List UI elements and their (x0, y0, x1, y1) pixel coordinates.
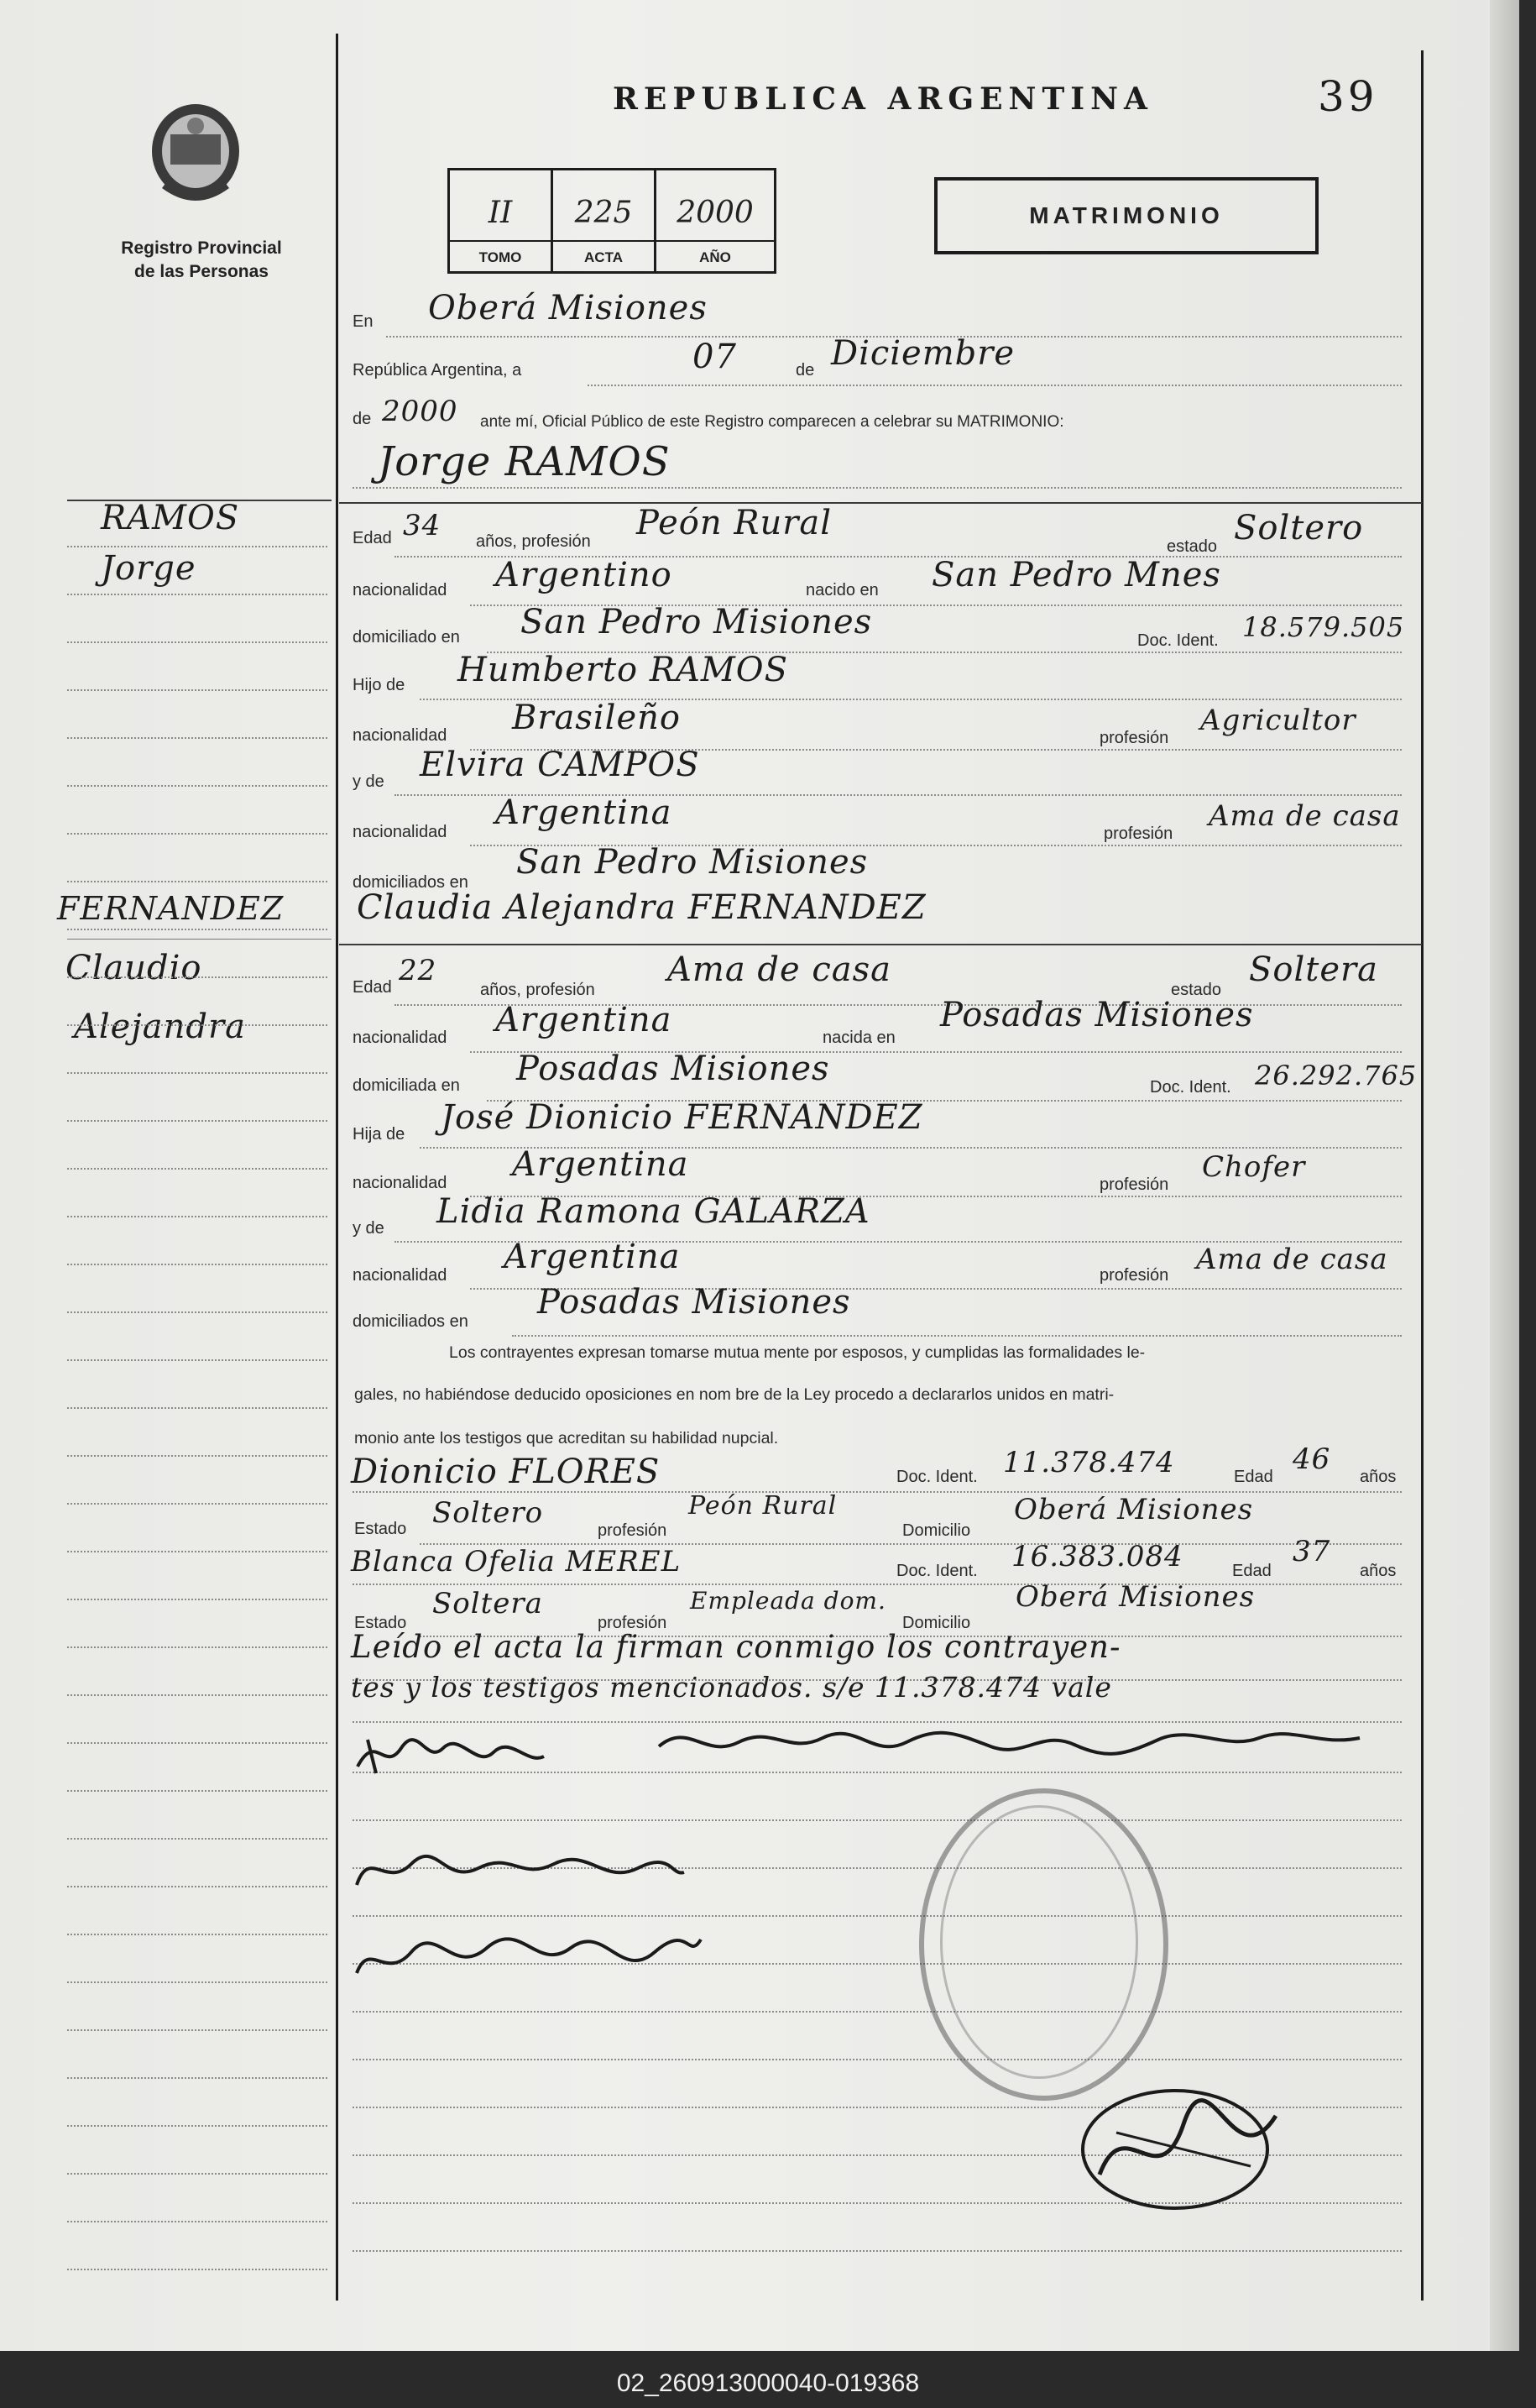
witness1-dom-label: Domicilio (902, 1521, 971, 1540)
groom-estado: Soltero (1234, 509, 1364, 547)
groom-madre-prof-label: profesión (1104, 824, 1173, 843)
official-stamp-inner (940, 1805, 1138, 2079)
bride-madre: Lidia Ramona GALARZA (436, 1192, 870, 1231)
document-title: MATRIMONIO (934, 177, 1319, 254)
bride-doc-label: Doc. Ident. (1150, 1078, 1231, 1097)
groom-padres-domicilio: San Pedro Misiones (516, 843, 869, 882)
groom-padre-nac-label: nacionalidad (353, 726, 447, 745)
margin-ruled-line (67, 689, 327, 691)
margin-groom-surname: RAMOS (101, 499, 240, 537)
groom-padre: Humberto RAMOS (457, 651, 788, 689)
margin-bride-given-1: Claudio (65, 949, 202, 987)
margin-ruled-line (67, 1886, 327, 1887)
groom-anos-profesion-label: años, profesión (476, 532, 591, 551)
groom-nac-label: nacionalidad (353, 581, 447, 599)
groom-edad: 34 (403, 509, 441, 542)
margin-bride-surname: FERNANDEZ (57, 890, 285, 927)
margin-ruled-line (67, 1311, 327, 1313)
year-value: 2000 (382, 395, 458, 428)
groom-doc-label: Doc. Ident. (1137, 631, 1219, 650)
month-value: Diciembre (831, 334, 1016, 373)
margin-ruled-line (67, 1646, 327, 1648)
margin-ruled-line (67, 737, 327, 739)
closing-line-1: Leído el acta la firman conmigo los contrayen- (351, 1629, 1121, 1665)
bride-madre-nac: Argentina (504, 1238, 681, 1276)
margin-ruled-line (67, 976, 327, 978)
signature-witness1 (353, 1839, 688, 1902)
groom-madre-nac: Argentina (495, 793, 672, 832)
bride-full-name: Claudia Alejandra FERNANDEZ (357, 888, 927, 927)
paragraph-line-3: monio ante los testigos que acreditan su habilidad nupcial. (354, 1429, 779, 1447)
bride-padres-domicilio: Posadas Misiones (537, 1283, 851, 1322)
witness1-domicilio: Oberá Misiones (1014, 1493, 1254, 1526)
groom-padres-dom-label: domiciliados en (353, 873, 468, 892)
margin-ruled-line (67, 1934, 327, 1935)
bride-dom-label: domiciliada en (353, 1076, 460, 1095)
signature-witness2 (353, 1923, 705, 1994)
tomo-label: TOMO (478, 249, 522, 265)
closing-line-2: tes y los testigos mencionados. s/e 11.378.474 vale (351, 1671, 1112, 1704)
witness2-name: Blanca Ofelia MEREL (351, 1545, 682, 1578)
registry-line-2: de las Personas (134, 262, 269, 281)
margin-ruled-line (67, 1168, 327, 1170)
bride-nacionalidad: Argentina (495, 1001, 672, 1039)
witness1-doc-label: Doc. Ident. (896, 1468, 978, 1486)
margin-ruled-line (67, 1790, 327, 1792)
groom-nacionalidad: Argentino (495, 556, 672, 594)
body-ruled-line (353, 2011, 1402, 2013)
margin-ruled-line (67, 1742, 327, 1744)
margin-ruled-line (67, 1503, 327, 1505)
witness2-dom-label: Domicilio (902, 1614, 971, 1632)
witness1-estado-label: Estado (354, 1520, 407, 1538)
bride-estado-label: estado (1171, 981, 1222, 999)
margin-ruled-line (67, 1359, 327, 1361)
province-seal-icon (147, 101, 244, 217)
bride-anos-profesion-label: años, profesión (480, 981, 595, 999)
bride-doc: 26.292.765 (1255, 1060, 1418, 1091)
margin-bride-given-2: Alejandra (74, 1008, 246, 1046)
margin-ruled-line (67, 641, 327, 643)
groom-nacido-en: San Pedro Mnes (932, 556, 1221, 594)
witness2-anos-label: años (1360, 1562, 1397, 1580)
witness2-edad: 37 (1293, 1535, 1331, 1568)
year-prefix: de (353, 410, 372, 428)
file-identifier: 02_260913000040-019368 (616, 2369, 920, 2397)
margin-ruled-line (67, 1455, 327, 1457)
bride-nac-label: nacionalidad (353, 1029, 447, 1047)
groom-madre-prof: Ama de casa (1209, 799, 1401, 833)
witness1-doc: 11.378.474 (1003, 1446, 1175, 1479)
margin-ruled-line (67, 594, 327, 595)
acta-label: ACTA (584, 249, 623, 265)
body-ruled-line (353, 1915, 1402, 1917)
groom-madre-nac-label: nacionalidad (353, 823, 447, 841)
intro-text: ante mí, Oficial Público de este Registro comparecen a celebrar su MATRIMONIO: (480, 413, 1064, 431)
margin-ruled-line (67, 2173, 327, 2175)
registry-name (76, 237, 327, 284)
groom-yde-label: y de (353, 772, 384, 791)
bride-edad: 22 (399, 954, 437, 987)
margin-ruled-line (67, 833, 327, 835)
right-margin-rule (1421, 50, 1424, 2301)
left-margin-rule (336, 34, 338, 2301)
margin-ruled-line (67, 2125, 327, 2127)
witness2-doc: 16.383.084 (1011, 1540, 1183, 1573)
margin-ruled-line (67, 2221, 327, 2222)
margin-ruled-line (67, 1551, 327, 1552)
groom-dom-label: domiciliado en (353, 628, 460, 646)
groom-padre-nac: Brasileño (512, 699, 681, 737)
en-label: En (353, 312, 374, 331)
bride-nacida-en: Posadas Misiones (940, 996, 1254, 1034)
witness1-prof-label: profesión (598, 1521, 667, 1540)
witness1-estado: Soltero (432, 1496, 544, 1530)
margin-ruled-line (67, 1120, 327, 1122)
witness2-domicilio: Oberá Misiones (1016, 1580, 1256, 1614)
bride-padres-dom-label: domiciliados en (353, 1312, 468, 1331)
margin-ruled-line (67, 929, 327, 930)
official-signature (1066, 2074, 1318, 2221)
groom-nacido-label: nacido en (806, 581, 879, 599)
margin-ruled-line (67, 881, 327, 882)
bride-padre-nac: Argentina (512, 1145, 689, 1184)
place-value: Oberá Misiones (428, 289, 708, 327)
body-ruled-line (353, 2059, 1402, 2060)
witness2-profesion: Empleada dom. (690, 1587, 886, 1615)
margin-ruled-line (67, 785, 327, 787)
paragraph-line-1: Los contrayentes expresan tomarse mutua mente por esposos, y cumplidas las formalidades le- (449, 1343, 1146, 1362)
body-ruled-line (353, 1819, 1402, 1821)
margin-ruled-line (67, 1072, 327, 1074)
groom-edad-label: Edad (353, 529, 392, 547)
witness2-doc-label: Doc. Ident. (896, 1562, 978, 1580)
margin-ruled-line (67, 1024, 327, 1026)
margin-groom-given: Jorge (101, 549, 196, 588)
witness2-edad-label: Edad (1232, 1562, 1272, 1580)
paragraph-line-2: gales, no habiéndose deducido oposiciones en nom bre de la Ley procedo a declararlos unidos en matri- (354, 1385, 1115, 1404)
bride-padre-prof: Chofer (1202, 1150, 1306, 1184)
margin-ruled-line (67, 1694, 327, 1696)
bride-estado: Soltera (1249, 950, 1378, 989)
bride-profesion: Ama de casa (667, 950, 891, 989)
margin-ruled-line (67, 1838, 327, 1840)
margin-ruled-line (67, 2077, 327, 2079)
republica-label: República Argentina, a (353, 361, 522, 380)
bride-padre-nac-label: nacionalidad (353, 1174, 447, 1192)
page-number: 39 (1318, 72, 1378, 121)
witness1-anos-label: años (1360, 1468, 1397, 1486)
groom-padre-prof: Agricultor (1200, 704, 1356, 737)
groom-madre: Elvira CAMPOS (420, 746, 700, 784)
page-edge (1490, 0, 1519, 2351)
witness2-estado-label: Estado (354, 1614, 407, 1632)
margin-ruled-line (67, 1264, 327, 1265)
bride-edad-label: Edad (353, 978, 392, 997)
signature-groom (351, 1723, 552, 1786)
witness1-profesion: Peón Rural (688, 1491, 838, 1521)
country-heading: REPUBLICA ARGENTINA (613, 81, 1153, 117)
bride-yde-label: y de (353, 1219, 384, 1238)
bride-madre-nac-label: nacionalidad (353, 1266, 447, 1285)
groom-domicilio: San Pedro Misiones (520, 603, 873, 641)
tomo-value: II (488, 196, 513, 230)
witness2-prof-label: profesión (598, 1614, 667, 1632)
groom-profesion: Peón Rural (636, 504, 832, 542)
ano-value: 2000 (677, 196, 754, 230)
bride-padre: José Dionicio FERNANDEZ (441, 1098, 923, 1137)
bride-padre-prof-label: profesión (1100, 1175, 1169, 1194)
margin-ruled-line (67, 546, 327, 547)
witness2-estado: Soltera (432, 1587, 543, 1620)
groom-estado-label: estado (1167, 537, 1218, 556)
groom-doc: 18.579.505 (1242, 611, 1405, 643)
bride-madre-prof: Ama de casa (1196, 1243, 1388, 1276)
bride-domicilio: Posadas Misiones (516, 1050, 830, 1088)
witness1-edad: 46 (1293, 1442, 1331, 1476)
margin-ruled-line (67, 2029, 327, 2031)
margin-ruled-line (67, 1216, 327, 1217)
bride-hija-label: Hija de (353, 1125, 405, 1144)
de-label: de (796, 361, 815, 380)
bride-madre-prof-label: profesión (1100, 1266, 1169, 1285)
witness1-edad-label: Edad (1234, 1468, 1273, 1486)
margin-ruled-line (67, 1407, 327, 1409)
day-value: 07 (692, 338, 737, 376)
registry-line-1: Registro Provincial (121, 238, 282, 258)
ano-label: AÑO (699, 249, 731, 265)
witness1-name: Dionicio FLORES (351, 1453, 661, 1491)
margin-ruled-line (67, 1599, 327, 1600)
bride-nacida-label: nacida en (823, 1029, 896, 1047)
body-ruled-line (353, 2250, 1402, 2252)
groom-padre-prof-label: profesión (1100, 729, 1169, 747)
margin-ruled-line (67, 1981, 327, 1983)
record-box (447, 168, 776, 274)
groom-hijo-label: Hijo de (353, 676, 405, 694)
signature-bride (655, 1713, 1368, 1776)
groom-full-name: Jorge RAMOS (378, 438, 671, 485)
margin-ruled-line (67, 2269, 327, 2270)
acta-value: 225 (574, 196, 633, 230)
